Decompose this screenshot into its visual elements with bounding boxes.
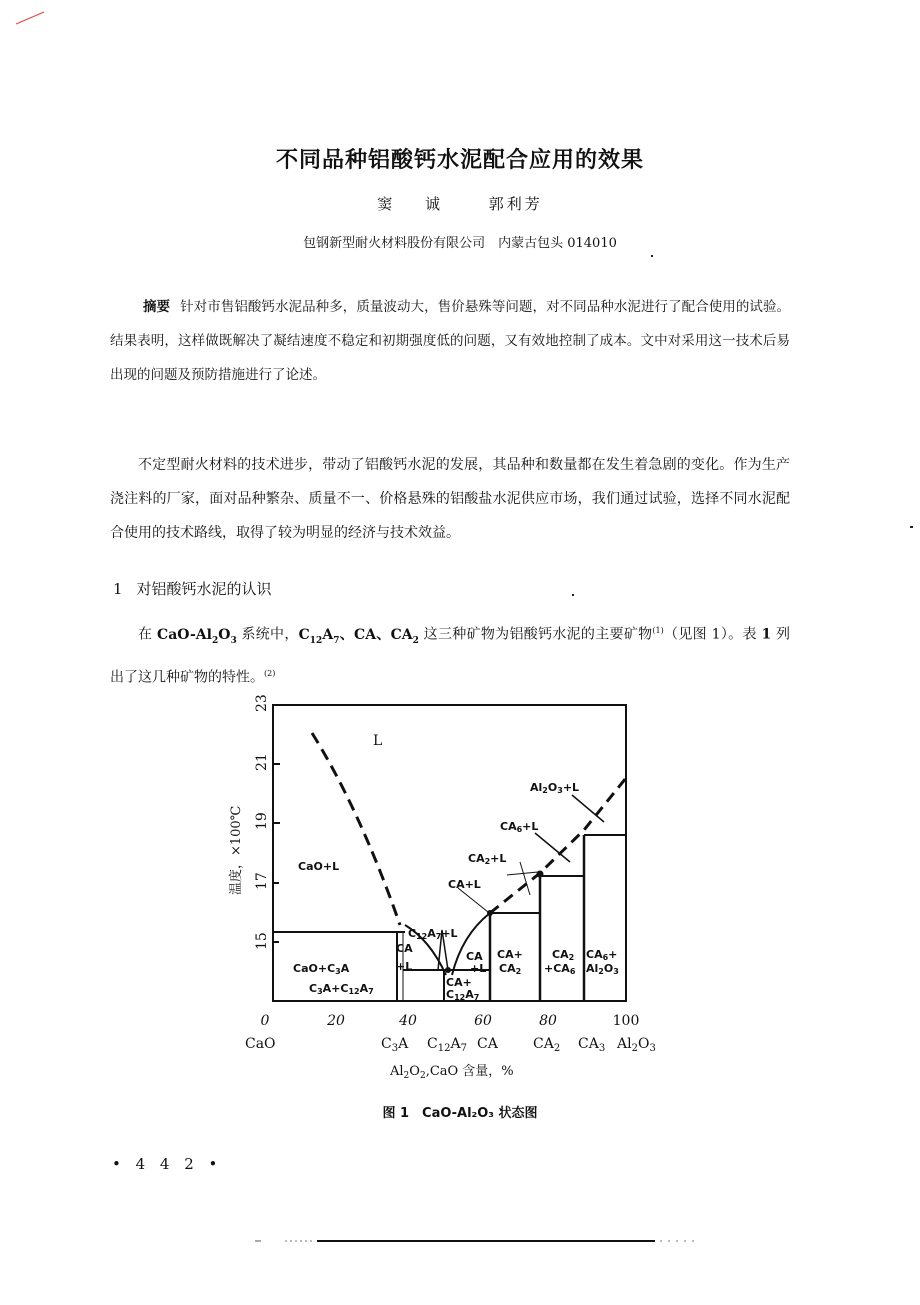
svg-text:21: 21 <box>254 753 270 771</box>
svg-text:+L: +L <box>396 960 413 973</box>
svg-text:CA3: $CA_3$ <box>578 1036 606 1054</box>
svg-text:CA+: CA+ <box>497 948 523 961</box>
figure-caption: 图 1 CaO-Al₂O₃ 状态图 <box>382 1106 538 1121</box>
scan-speck <box>572 594 574 596</box>
svg-text:+CA6: +CA6 <box>544 962 576 976</box>
svg-text:C3A: $C_3A$ <box>381 1036 409 1054</box>
svg-text:CA+: CA+ <box>446 976 472 989</box>
text-run: 在 <box>138 626 158 643</box>
formula-minerals: $C_{12}A_7$、CA、$CA_2$ <box>298 626 419 646</box>
abstract-label: 摘要 <box>143 299 171 315</box>
svg-text:15: 15 <box>254 932 270 950</box>
svg-text:CA: CA <box>396 942 413 955</box>
table-ref: 1 <box>761 626 772 643</box>
affiliation: 包钢新型耐火材料股份有限公司 内蒙古包头 014010 <box>303 236 617 251</box>
phase-diagram-figure <box>215 690 685 1130</box>
svg-text:23: 23 <box>254 694 270 712</box>
svg-text:CA6+L: CA6+L <box>500 820 539 834</box>
red-pen-mark <box>10 10 50 30</box>
text-run: （见图 1）。表 <box>663 626 762 643</box>
page-number: • 4 4 2 • <box>112 1155 223 1173</box>
svg-text:CA6+: CA6+ <box>586 948 618 962</box>
paper-title: 不同品种铝酸钙水泥配合应用的效果 <box>275 148 644 173</box>
svg-text:CaO+L: CaO+L <box>298 860 340 873</box>
svg-text:80: 80 <box>539 1013 557 1029</box>
svg-text:CA: CA <box>477 1036 498 1052</box>
reference-1[interactable]: (1) <box>652 626 664 635</box>
svg-text:CA2: CA2 <box>552 948 575 962</box>
svg-text:+L: +L <box>470 962 487 975</box>
svg-text:CA2: CA2 <box>499 962 522 976</box>
svg-text:CA: CA <box>466 950 483 963</box>
svg-text:C3A+C12A7: C3A+C12A7 <box>309 982 374 996</box>
svg-text:L: L <box>373 733 383 749</box>
author-1: 窦 诚 <box>377 195 454 213</box>
reference-2[interactable]: (2) <box>264 669 276 679</box>
intro-paragraph <box>110 448 790 550</box>
author-list <box>0 193 920 214</box>
section-heading <box>113 578 272 599</box>
section-title: 对铝酸钙水泥的认识 <box>136 580 272 598</box>
formula-cao-al2o3: CaO-$Al_2O_3$ <box>157 626 237 646</box>
scan-bottom-rule <box>255 1237 705 1245</box>
text-run: 系统中， <box>236 626 299 643</box>
svg-text:CA2: $CA_2$ <box>533 1036 561 1054</box>
scan-speck <box>910 526 913 528</box>
svg-text:20: 20 <box>327 1013 345 1029</box>
scan-speck <box>651 255 653 257</box>
abstract <box>110 290 790 392</box>
svg-text:17: 17 <box>254 872 270 890</box>
svg-text:Al2O3: Al2O3 <box>586 962 619 976</box>
text-run: 这三种矿物为铝酸钙水泥的主要矿物 <box>418 626 653 643</box>
svg-text:温度，×100℃: 温度，×100℃ <box>229 805 244 895</box>
intro-text: 不定型耐火材料的技术进步，带动了铝酸钙水泥的发展，其品种和数量都在发生着急剧的变化。作为生产浇注料的厂家，面对品种繁杂、质量不一、价格悬殊的铝酸盐水泥供应市场，我们通过试验，选择不同水泥配合使用的技术路线，取得了较为明显的经济与技术效益。 <box>110 457 790 541</box>
svg-text:40: 40 <box>399 1013 417 1029</box>
text-run: 列出了这几种矿物的特性。 <box>110 626 791 687</box>
svg-text:C12A7: C12A7 <box>446 988 480 1002</box>
svg-text:CA+L: CA+L <box>448 878 481 891</box>
svg-text:CaO: CaO <box>245 1036 276 1052</box>
svg-text:CaO+C3A: CaO+C3A <box>293 962 350 976</box>
svg-text:100: 100 <box>612 1013 640 1029</box>
abstract-text: 针对市售铝酸钙水泥品种多，质量波动大，售价悬殊等问题，对不同品种水泥进行了配合使用的试验。结果表明，这样做既解决了凝结速度不稳定和初期强度低的问题，又有效地控制了成本。文中对采用这一技术后易出现的问题及预防措施进行了论述。 <box>110 299 790 383</box>
section1-paragraph <box>110 614 790 695</box>
svg-text:Al2O2,CaO 含量，%: $Al_2O_2,CaO$ 含量，% <box>390 1064 514 1081</box>
author-2: 郭利芳 <box>488 195 543 213</box>
svg-text:Al2O3+L: Al2O3+L <box>530 781 580 795</box>
svg-text:60: 60 <box>474 1013 492 1029</box>
svg-text:C12A7: $C_{12}A_7$ <box>427 1036 467 1054</box>
section-number: 1 <box>113 580 123 598</box>
svg-text:Al2O3: $Al_2O_3$ <box>617 1036 656 1054</box>
svg-text:0: 0 <box>260 1013 270 1029</box>
svg-text:C12A7+L: C12A7+L <box>408 927 458 941</box>
svg-text:19: 19 <box>254 812 270 830</box>
svg-text:CA2+L: CA2+L <box>468 852 507 866</box>
